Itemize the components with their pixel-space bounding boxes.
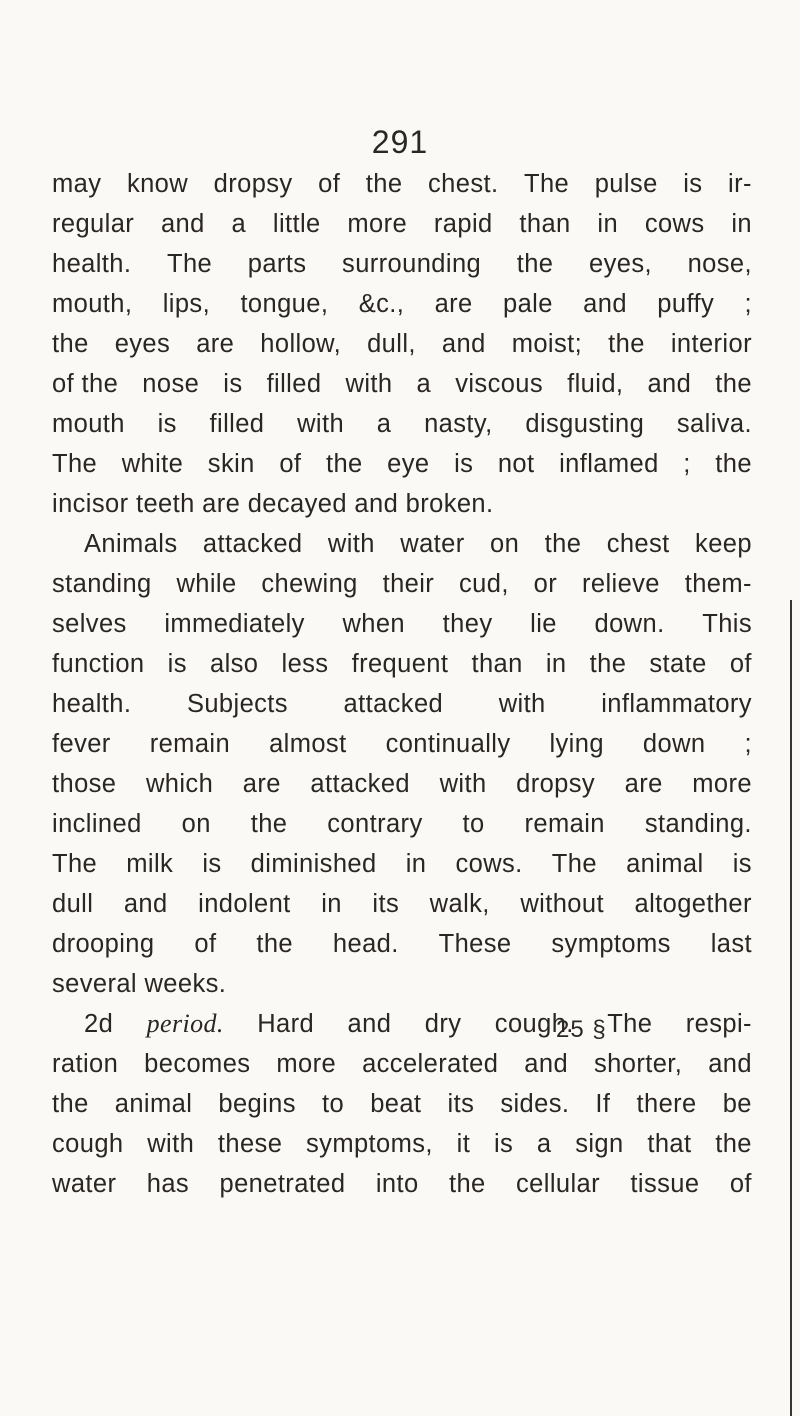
- word: of: [194, 930, 217, 958]
- word: without: [520, 890, 604, 918]
- word: dropsy: [213, 170, 293, 198]
- text-line-1: [52, 164, 752, 204]
- word: regular: [52, 210, 135, 238]
- word: the: [715, 370, 752, 398]
- text-line-15: [52, 724, 752, 764]
- word: Hard: [257, 1010, 315, 1038]
- word: health.: [52, 250, 132, 278]
- word: and: [708, 1050, 752, 1078]
- word: is: [493, 1130, 514, 1158]
- word: the: [365, 170, 403, 198]
- word: continually: [385, 730, 511, 758]
- word: cows.: [455, 850, 523, 878]
- word: chest.: [428, 170, 499, 198]
- word: the: [325, 450, 363, 478]
- word: cows: [644, 210, 705, 238]
- word: The: [52, 450, 98, 478]
- word: inflammatory: [601, 690, 752, 718]
- word: animal: [626, 850, 704, 878]
- word: dry: [424, 1010, 462, 1038]
- word: altogether: [634, 890, 752, 918]
- word: is: [202, 850, 222, 878]
- word: penetrated: [219, 1170, 346, 1198]
- text-line-24: [52, 1084, 752, 1124]
- word: its: [447, 1090, 475, 1118]
- word: into: [375, 1170, 419, 1198]
- word: cellular: [516, 1170, 601, 1198]
- word: on: [490, 530, 520, 558]
- word: walk,: [429, 890, 490, 918]
- word: that: [647, 1130, 692, 1158]
- word: also: [209, 650, 259, 678]
- word: relieve: [581, 570, 660, 598]
- word: of the: [52, 370, 119, 398]
- word: which: [145, 770, 214, 798]
- word: to: [462, 810, 485, 838]
- text-line-9: [52, 484, 752, 524]
- word: is: [167, 650, 187, 678]
- word: fever: [52, 730, 111, 758]
- word: state: [649, 650, 707, 678]
- word: keep: [695, 530, 752, 558]
- word: begins: [218, 1090, 296, 1118]
- text-line-16: [52, 764, 752, 804]
- word: a: [376, 410, 392, 438]
- word: the: [715, 1130, 752, 1158]
- word: with: [498, 690, 546, 718]
- word: fluid,: [567, 370, 624, 398]
- word: in: [731, 210, 752, 238]
- word: parts: [247, 250, 307, 278]
- word: saliva.: [676, 410, 752, 438]
- word: The: [166, 250, 213, 278]
- word: cough.: [494, 1010, 574, 1038]
- word: when: [342, 610, 406, 638]
- catchword: 25 §: [556, 1016, 607, 1043]
- word: the: [52, 1090, 89, 1118]
- word: the: [608, 330, 645, 358]
- word: in: [597, 210, 619, 238]
- word: If: [595, 1090, 611, 1118]
- word: The: [551, 850, 597, 878]
- text-line-19: [52, 884, 752, 924]
- word: their: [382, 570, 435, 598]
- word: nose: [142, 370, 200, 398]
- word: diminished: [250, 850, 377, 878]
- word: cud,: [459, 570, 509, 598]
- text-line-25: [52, 1124, 752, 1164]
- word: ration: [52, 1050, 119, 1078]
- word: frequent: [351, 650, 449, 678]
- word: inflamed: [559, 450, 659, 478]
- word: pulse: [594, 170, 658, 198]
- word: ;: [683, 450, 691, 478]
- word: is: [732, 850, 752, 878]
- word: lie: [530, 610, 557, 638]
- word: in: [545, 650, 567, 678]
- word: the: [52, 330, 89, 358]
- word: contrary: [327, 810, 423, 838]
- word: almost: [269, 730, 347, 758]
- word: less: [281, 650, 329, 678]
- page-number: 291: [371, 124, 429, 160]
- word: The: [52, 850, 98, 878]
- word: milk: [126, 850, 174, 878]
- word: mouth,: [52, 290, 133, 318]
- word: are: [624, 770, 663, 798]
- text-line-22: [52, 1004, 752, 1044]
- word: to: [322, 1090, 345, 1118]
- word: skin: [207, 450, 255, 478]
- word: and: [160, 210, 205, 238]
- text-line-7: [52, 404, 752, 444]
- word: with: [345, 370, 393, 398]
- word: water: [400, 530, 465, 558]
- text-line-8: [52, 444, 752, 484]
- text-line-3: [52, 244, 752, 284]
- word: eyes,: [589, 250, 652, 278]
- word: are: [434, 290, 473, 318]
- word: may: [52, 170, 102, 198]
- word: with: [147, 1130, 195, 1158]
- word: incisor teeth are decayed and broken.: [52, 490, 494, 518]
- word: tissue: [630, 1170, 700, 1198]
- word: know: [126, 170, 189, 198]
- word: water: [52, 1170, 117, 1198]
- word: are: [242, 770, 281, 798]
- word: is: [683, 170, 703, 198]
- word: surrounding: [342, 250, 482, 278]
- word: the: [516, 250, 554, 278]
- word: with: [439, 770, 487, 798]
- word: the: [250, 810, 288, 838]
- word: lying: [549, 730, 604, 758]
- text-line-23: [52, 1044, 752, 1084]
- word: there: [636, 1090, 697, 1118]
- word: its: [372, 890, 400, 918]
- word: symptoms,: [306, 1130, 433, 1158]
- word: white: [121, 450, 184, 478]
- text-line-2: [52, 204, 752, 244]
- word: ;: [744, 290, 752, 318]
- word: has: [146, 1170, 190, 1198]
- word: of: [729, 650, 752, 678]
- word: lips,: [162, 290, 211, 318]
- word: interior: [670, 330, 752, 358]
- word: a: [416, 370, 432, 398]
- word: and: [524, 1050, 569, 1078]
- word: disgusting: [525, 410, 645, 438]
- text-line-12: [52, 604, 752, 644]
- word: the: [256, 930, 293, 958]
- word: of: [279, 450, 302, 478]
- word: This: [702, 610, 752, 638]
- word: be: [722, 1090, 752, 1118]
- word: these: [217, 1130, 283, 1158]
- word: while: [176, 570, 237, 598]
- word: nose,: [687, 250, 752, 278]
- text-line-11: [52, 564, 752, 604]
- word: the: [715, 450, 752, 478]
- word: rapid: [433, 210, 493, 238]
- word: them-: [684, 570, 752, 598]
- word: of: [729, 1170, 752, 1198]
- word: dropsy: [516, 770, 596, 798]
- word: is: [223, 370, 243, 398]
- word: down: [642, 730, 706, 758]
- word: is: [454, 450, 474, 478]
- word: than: [519, 210, 571, 238]
- word: remain: [524, 810, 605, 838]
- word: drooping: [52, 930, 155, 958]
- word: health.: [52, 690, 132, 718]
- word: little: [272, 210, 321, 238]
- word: and: [441, 330, 486, 358]
- word: becomes: [144, 1050, 251, 1078]
- word: eyes: [114, 330, 171, 358]
- text-line-6: [52, 364, 752, 404]
- word: it: [456, 1130, 471, 1158]
- text-line-5: [52, 324, 752, 364]
- word: eye: [387, 450, 430, 478]
- word: The: [607, 1010, 653, 1038]
- text-line-18: [52, 844, 752, 884]
- word: puffy: [657, 290, 715, 318]
- word: Subjects: [186, 690, 288, 718]
- word: beat: [370, 1090, 422, 1118]
- word: ;: [744, 730, 752, 758]
- word: tongue,: [240, 290, 329, 318]
- word: with: [327, 530, 375, 558]
- word: moist;: [511, 330, 583, 358]
- word: with: [297, 410, 345, 438]
- text-line-10: [52, 524, 752, 564]
- word: cough: [52, 1130, 124, 1158]
- word: attacked: [202, 530, 303, 558]
- word: dull,: [367, 330, 416, 358]
- gutter-edge: [790, 600, 792, 1416]
- word: immediately: [164, 610, 305, 638]
- word: standing: [52, 570, 152, 598]
- italic-word: period.: [146, 1009, 224, 1038]
- word: last: [710, 930, 752, 958]
- word: accelerated: [362, 1050, 499, 1078]
- word: of: [318, 170, 341, 198]
- word: attacked: [310, 770, 410, 798]
- text-line-26: [52, 1164, 752, 1204]
- word: and: [583, 290, 627, 318]
- word: sides.: [500, 1090, 570, 1118]
- word: shorter,: [594, 1050, 683, 1078]
- word: the: [589, 650, 627, 678]
- word: the: [544, 530, 582, 558]
- word: respi-: [685, 1010, 752, 1038]
- word: they: [442, 610, 493, 638]
- word: more: [692, 770, 752, 798]
- word: not: [497, 450, 535, 478]
- word: and: [123, 890, 168, 918]
- word: &c.,: [358, 290, 405, 318]
- word: than: [471, 650, 523, 678]
- word: ir-: [728, 170, 752, 198]
- word: attacked: [343, 690, 444, 718]
- word: pale: [503, 290, 553, 318]
- word: more: [347, 210, 408, 238]
- word: are: [196, 330, 235, 358]
- word: more: [276, 1050, 337, 1078]
- word: sign: [575, 1130, 624, 1158]
- word: mouth: [52, 410, 125, 438]
- word: symptoms: [551, 930, 671, 958]
- word: head.: [332, 930, 399, 958]
- word: the: [448, 1170, 486, 1198]
- word: filled: [209, 410, 265, 438]
- word: nasty,: [424, 410, 493, 438]
- word: down.: [594, 610, 665, 638]
- word: a: [231, 210, 247, 238]
- word: These: [438, 930, 512, 958]
- word: in: [405, 850, 427, 878]
- text-line-20: [52, 924, 752, 964]
- word: filled: [266, 370, 322, 398]
- word: The: [524, 170, 570, 198]
- word: chest: [606, 530, 670, 558]
- word: and: [347, 1010, 392, 1038]
- word: several weeks.: [52, 970, 227, 998]
- word: standing.: [644, 810, 752, 838]
- word: or: [533, 570, 558, 598]
- word: viscous: [455, 370, 544, 398]
- word: remain: [149, 730, 231, 758]
- word: animal: [114, 1090, 193, 1118]
- word: dull: [52, 890, 94, 918]
- word: is: [157, 410, 177, 438]
- word: hollow,: [260, 330, 342, 358]
- word: in: [321, 890, 342, 918]
- word: and: [647, 370, 692, 398]
- word: Animals: [84, 530, 178, 558]
- word: a: [536, 1130, 552, 1158]
- word: chewing: [261, 570, 358, 598]
- text-line-21: [52, 964, 752, 1004]
- word: function: [52, 650, 145, 678]
- word: inclined: [52, 810, 142, 838]
- word: selves: [52, 610, 127, 638]
- word: indolent: [198, 890, 291, 918]
- word: 2d: [84, 1010, 114, 1038]
- body-text: [52, 164, 752, 1204]
- text-line-17: [52, 804, 752, 844]
- word: those: [52, 770, 117, 798]
- text-line-4: [52, 284, 752, 324]
- text-line-13: [52, 644, 752, 684]
- word: on: [181, 810, 211, 838]
- text-line-14: [52, 684, 752, 724]
